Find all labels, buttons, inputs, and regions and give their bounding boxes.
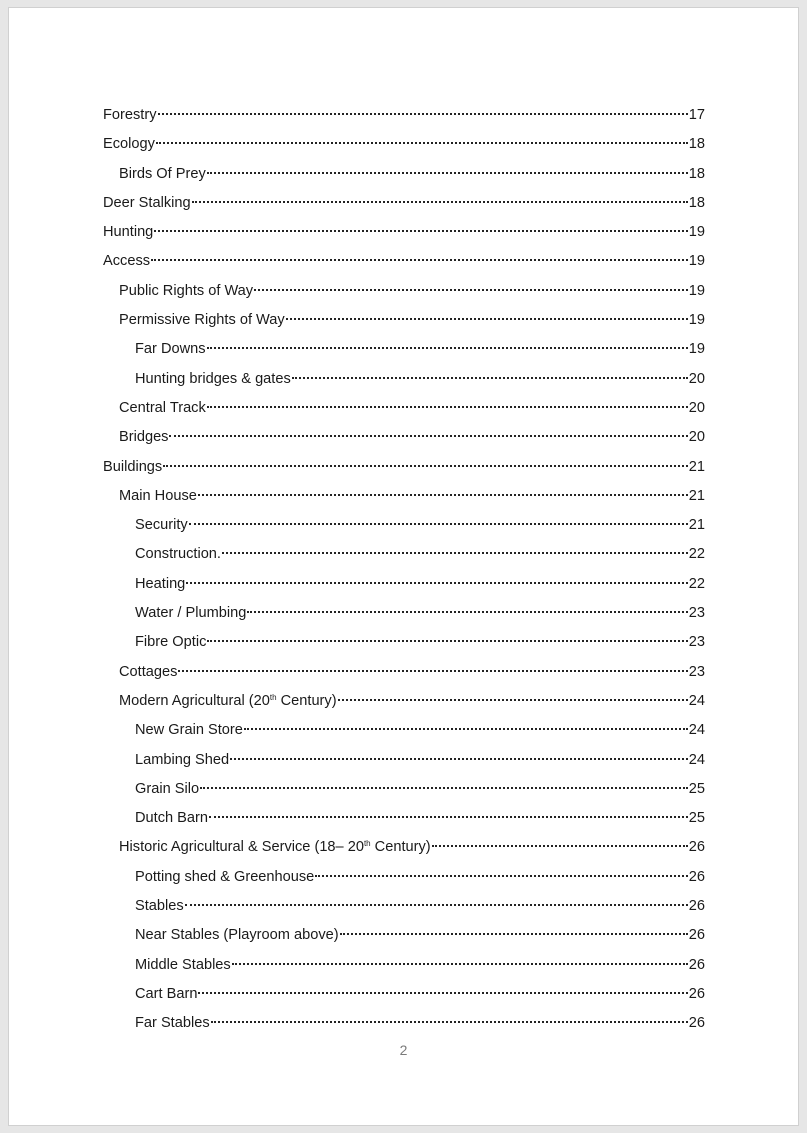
toc-entry-title-text: Security xyxy=(135,517,188,534)
toc-entry-title-text: Potting shed & Greenhouse xyxy=(135,868,315,885)
toc-entry[interactable] xyxy=(103,833,705,862)
toc-entry-title-text: Fibre Optic xyxy=(135,634,207,651)
toc-entry-title xyxy=(135,365,291,394)
toc-entry-title xyxy=(135,951,231,980)
dot-leader xyxy=(254,289,688,291)
toc-entry-title xyxy=(135,892,184,921)
toc-entry-title-text: Central Track xyxy=(119,399,206,416)
toc-entry-page-number: 25 xyxy=(688,780,705,797)
dot-leader xyxy=(198,992,687,994)
toc-entry-title xyxy=(135,599,246,628)
dot-leader xyxy=(154,230,687,232)
toc-entry-page-number: 20 xyxy=(688,429,705,446)
toc-entry-title-text: Modern Agricultural (20 xyxy=(119,692,270,709)
toc-entry-page-number: 19 xyxy=(688,224,705,241)
toc-entry[interactable] xyxy=(103,101,705,130)
toc-entry[interactable] xyxy=(103,335,705,364)
toc-entry-title-superscript: th xyxy=(363,839,371,849)
dot-leader xyxy=(315,875,687,877)
toc-entry-title xyxy=(135,628,206,657)
toc-entry[interactable] xyxy=(103,306,705,335)
toc-entry[interactable] xyxy=(103,599,705,628)
toc-entry[interactable] xyxy=(103,746,705,775)
toc-entry[interactable] xyxy=(103,716,705,745)
document-page xyxy=(8,7,799,1126)
toc-entry-title-text: Cart Barn xyxy=(135,985,198,1002)
dot-leader xyxy=(151,259,688,261)
dot-leader xyxy=(163,465,688,467)
toc-entry-title-text: Near Stables (Playroom above) xyxy=(135,927,339,944)
toc-entry-page-number: 20 xyxy=(688,370,705,387)
toc-entry[interactable] xyxy=(103,423,705,452)
toc-entry[interactable] xyxy=(103,277,705,306)
dot-leader xyxy=(211,1021,688,1023)
toc-entry[interactable] xyxy=(103,863,705,892)
toc-entry-page-number: 24 xyxy=(688,751,705,768)
toc-entry[interactable] xyxy=(103,394,705,423)
toc-entry-title-text: Lambing Shed xyxy=(135,751,230,768)
toc-entry-title xyxy=(103,189,191,218)
toc-entry-page-number: 26 xyxy=(688,956,705,973)
toc-entry-page-number: 26 xyxy=(688,985,705,1002)
toc-entry-title-text: Historic Agricultural & Service (18– 20 xyxy=(119,839,364,856)
toc-entry-title xyxy=(103,218,153,247)
toc-entry-title-text: Far Stables xyxy=(135,1015,210,1032)
toc-entry-page-number: 21 xyxy=(688,458,705,475)
toc-entry[interactable] xyxy=(103,658,705,687)
toc-entry-page-number: 25 xyxy=(688,810,705,827)
toc-entry-page-number: 23 xyxy=(688,634,705,651)
toc-entry[interactable] xyxy=(103,247,705,276)
toc-entry-page-number: 18 xyxy=(688,136,705,153)
toc-entry[interactable] xyxy=(103,482,705,511)
dot-leader xyxy=(189,523,688,525)
toc-entry[interactable] xyxy=(103,453,705,482)
toc-entry-title-text: Deer Stalking xyxy=(103,194,191,211)
toc-entry-title-text: Permissive Rights of Way xyxy=(119,312,285,329)
dot-leader xyxy=(222,552,688,554)
toc-entry-title-text: Dutch Barn xyxy=(135,810,209,827)
toc-entry-page-number: 23 xyxy=(688,663,705,680)
toc-entry-title xyxy=(119,833,431,862)
toc-entry-title xyxy=(135,1009,210,1038)
dot-leader xyxy=(156,142,688,144)
dot-leader xyxy=(158,113,688,115)
toc-entry-title-text: Forestry xyxy=(103,107,157,123)
toc-entry-page-number: 22 xyxy=(688,546,705,563)
toc-entry[interactable] xyxy=(103,160,705,189)
dot-leader xyxy=(340,933,688,935)
toc-entry[interactable] xyxy=(103,892,705,921)
toc-entry-title xyxy=(119,482,197,511)
toc-entry-page-number: 21 xyxy=(688,517,705,534)
toc-entry-page-number: 26 xyxy=(688,898,705,915)
dot-leader xyxy=(286,318,688,320)
toc-entry-title xyxy=(119,394,206,423)
toc-entry[interactable] xyxy=(103,130,705,159)
dot-leader xyxy=(198,494,688,496)
toc-entry-page-number: 18 xyxy=(688,194,705,211)
dot-leader xyxy=(338,699,688,701)
toc-entry-title-text: Buildings xyxy=(103,458,163,475)
toc-entry-title-text: Hunting bridges & gates xyxy=(135,370,291,387)
dot-leader xyxy=(209,816,688,818)
toc-entry-title xyxy=(135,511,188,540)
toc-entry-title-text: Bridges xyxy=(119,429,169,446)
toc-entry-page-number: 19 xyxy=(688,312,705,329)
toc-entry-title-superscript: th xyxy=(269,692,277,702)
toc-entry-page-number: 21 xyxy=(688,487,705,504)
toc-entry-title-text: New Grain Store xyxy=(135,722,243,739)
toc-entry-title-text-end: Century) xyxy=(370,839,431,856)
toc-entry[interactable] xyxy=(103,511,705,540)
toc-entry-page-number: 26 xyxy=(688,839,705,856)
toc-entry-title xyxy=(103,101,157,130)
toc-entry-title xyxy=(135,540,221,569)
toc-entry[interactable] xyxy=(103,1009,705,1038)
dot-leader xyxy=(232,963,688,965)
table-of-contents xyxy=(103,101,705,1039)
toc-entry-title xyxy=(135,570,185,599)
toc-entry-page-number: 26 xyxy=(688,927,705,944)
toc-entry-title-text: Middle Stables xyxy=(135,956,231,973)
toc-entry-title-text: Access xyxy=(103,253,151,270)
toc-entry-title-text: Public Rights of Way xyxy=(119,282,254,299)
toc-entry[interactable] xyxy=(103,921,705,950)
toc-entry-title xyxy=(103,247,150,276)
toc-entry-page-number: 18 xyxy=(688,165,705,182)
toc-entry-title-text: Ecology xyxy=(103,136,155,153)
toc-entry-page-number: 19 xyxy=(688,341,705,358)
toc-entry-page-number: 24 xyxy=(688,722,705,739)
toc-entry-title-text: Main House xyxy=(119,487,197,504)
dot-leader xyxy=(192,201,688,203)
toc-entry-title xyxy=(135,863,314,892)
toc-entry-page-number: 19 xyxy=(688,253,705,270)
toc-entry-title-text: Birds Of Prey xyxy=(119,165,206,182)
toc-entry-title xyxy=(119,687,337,716)
dot-leader xyxy=(185,904,688,906)
toc-entry-title xyxy=(135,716,243,745)
dot-leader xyxy=(169,435,687,437)
toc-entry[interactable] xyxy=(103,218,705,247)
toc-entry-page-number: 19 xyxy=(688,282,705,299)
toc-entry[interactable] xyxy=(103,628,705,657)
toc-entry-title-text: Far Downs xyxy=(135,341,206,358)
dot-leader xyxy=(207,406,688,408)
dot-leader xyxy=(230,758,688,760)
dot-leader xyxy=(432,845,688,847)
toc-entry[interactable] xyxy=(103,570,705,599)
toc-entry-title xyxy=(135,746,229,775)
toc-entry-page-number: 20 xyxy=(688,399,705,416)
toc-entry-page-number: 24 xyxy=(688,692,705,709)
page-number: 2 xyxy=(399,1042,408,1058)
toc-entry[interactable] xyxy=(103,951,705,980)
toc-entry-title-text: Heating xyxy=(135,575,186,592)
toc-entry-title xyxy=(135,980,197,1009)
toc-entry-title xyxy=(135,335,206,364)
toc-entry-title-text: Stables xyxy=(135,898,184,915)
dot-leader xyxy=(200,787,688,789)
toc-entry[interactable] xyxy=(103,775,705,804)
toc-entry[interactable] xyxy=(103,804,705,833)
toc-entry-page-number: 22 xyxy=(688,575,705,592)
dot-leader xyxy=(207,172,688,174)
toc-entry-title xyxy=(119,306,285,335)
toc-entry-title xyxy=(119,277,253,306)
dot-leader xyxy=(292,377,688,379)
toc-entry-title xyxy=(119,423,168,452)
dot-leader xyxy=(247,611,687,613)
toc-entry[interactable] xyxy=(103,189,705,218)
toc-entry-title xyxy=(119,658,177,687)
toc-entry-title-text: Grain Silo xyxy=(135,780,200,797)
toc-entry-title xyxy=(103,453,162,482)
dot-leader xyxy=(207,347,688,349)
dot-leader xyxy=(186,582,687,584)
toc-entry-page-number: 26 xyxy=(688,1015,705,1032)
toc-entry-title xyxy=(119,160,206,189)
toc-entry[interactable] xyxy=(103,540,705,569)
toc-entry-page-number: 23 xyxy=(688,605,705,622)
toc-entry-title xyxy=(103,130,155,159)
dot-leader xyxy=(207,640,687,642)
toc-entry-title xyxy=(135,804,208,833)
dot-leader xyxy=(244,728,688,730)
toc-entry-title xyxy=(135,921,339,950)
toc-entry-title xyxy=(135,775,199,804)
toc-entry-title-text-end: Century) xyxy=(276,692,337,709)
toc-entry-title-text: Construction. xyxy=(135,546,221,563)
toc-entry-title-text: Hunting xyxy=(103,224,154,241)
toc-entry-page-number: 26 xyxy=(688,868,705,885)
dot-leader xyxy=(178,670,687,672)
toc-entry[interactable] xyxy=(103,980,705,1009)
toc-entry-page-number: 17 xyxy=(688,107,705,123)
toc-entry[interactable] xyxy=(103,687,705,716)
toc-entry-title-text: Cottages xyxy=(119,663,178,680)
toc-entry[interactable] xyxy=(103,365,705,394)
toc-entry-title-text: Water / Plumbing xyxy=(135,605,247,622)
